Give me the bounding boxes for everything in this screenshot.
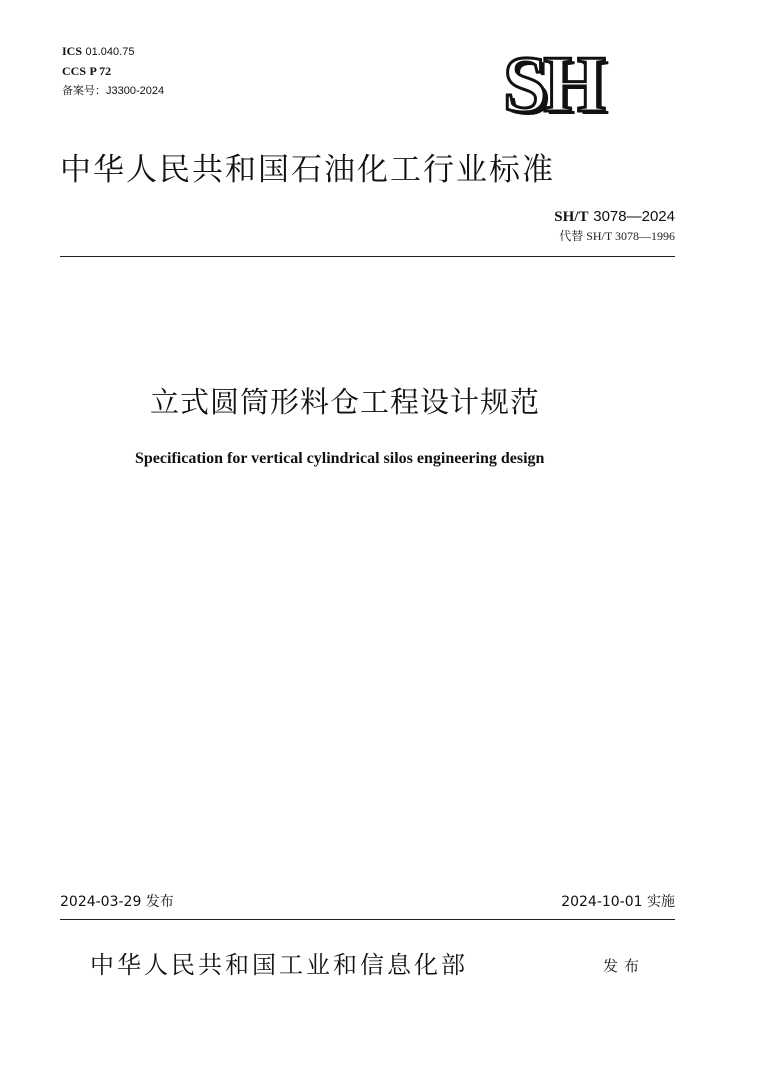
ccs-value: P 72 xyxy=(89,64,112,78)
bottom-divider xyxy=(60,919,675,920)
ccs-label: CCS xyxy=(62,64,87,78)
filing-label: 备案号： xyxy=(62,84,106,97)
issuer-name: 中华人民共和国工业和信息化部 xyxy=(90,951,468,979)
document-title-en: Specification for vertical cylindrical silos engineering design xyxy=(135,450,545,467)
ics-label: ICS xyxy=(62,44,83,58)
standard-code xyxy=(554,206,675,227)
issuer-action: 发布 xyxy=(603,957,646,975)
replaces-code: 代替 SH/T 3078—1996 xyxy=(559,229,675,243)
top-divider xyxy=(60,256,675,257)
ics-line xyxy=(62,42,164,62)
ccs-line xyxy=(62,62,164,81)
code-number: 3078—2024 xyxy=(593,208,675,225)
implementation-date: 2024-10-01 实施 xyxy=(561,894,675,910)
filing-line xyxy=(62,81,164,101)
sh-logo: SH xyxy=(503,41,602,129)
ics-value: 01.040.75 xyxy=(85,46,135,58)
document-title-cn: 立式圆筒形料仓工程设计规范 xyxy=(150,385,541,419)
issue-date: 2024-03-29 发布 xyxy=(60,894,174,910)
standard-title: 中华人民共和国石油化工行业标准 xyxy=(60,152,555,188)
classification-block xyxy=(62,42,164,101)
filing-value: J3300-2024 xyxy=(106,85,165,97)
code-prefix: SH/T xyxy=(554,209,589,225)
standard-code-block xyxy=(554,206,675,245)
